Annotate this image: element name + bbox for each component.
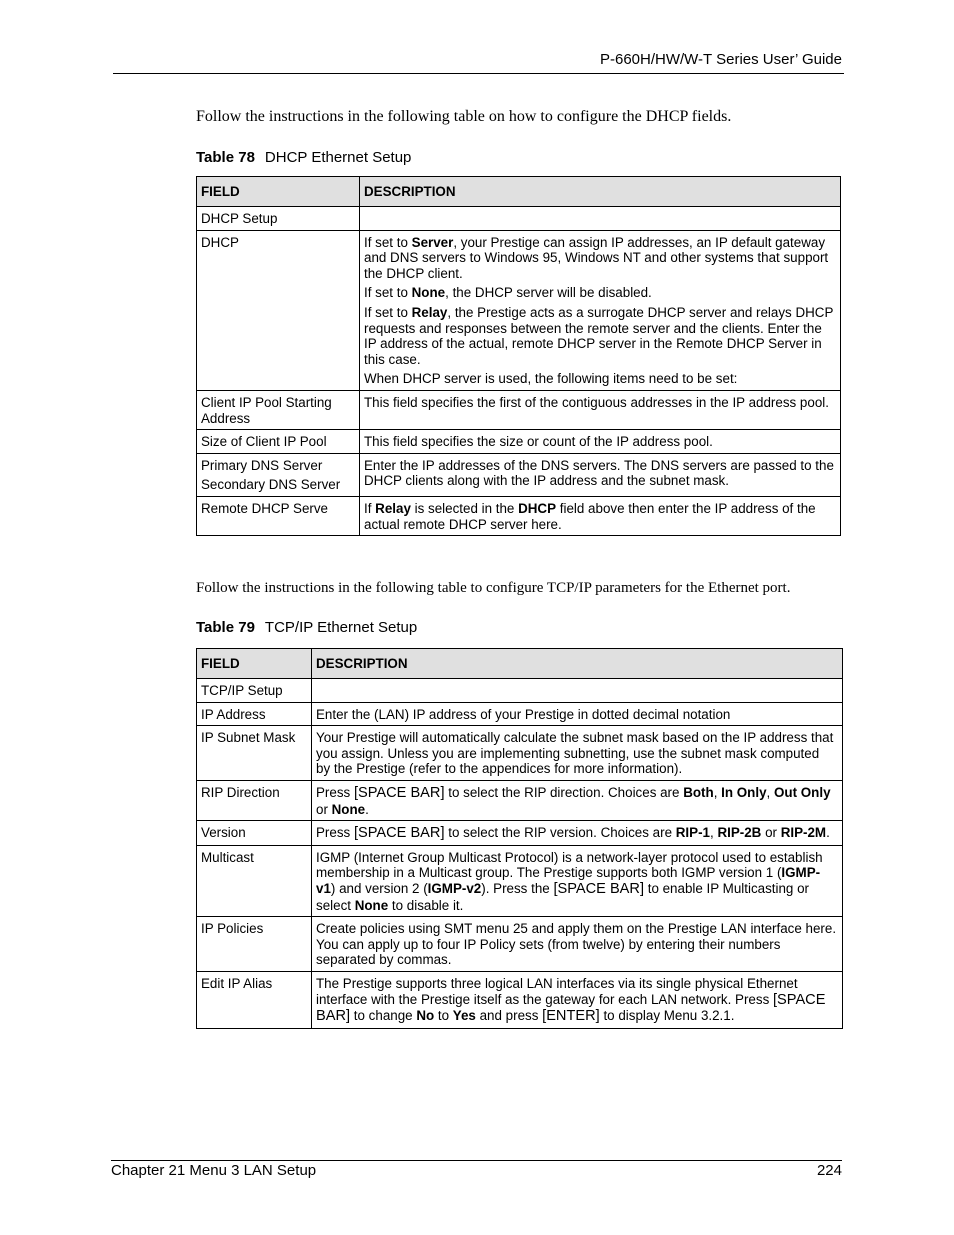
header-rule (113, 73, 844, 74)
table-row (197, 917, 843, 972)
description-cell: IGMP (Internet Group Multicast Protocol) is a network-layer protocol used to establish membership in a Multicast group. The Prestige supports both IGMP version 1 (IGMP-v1) and version 2 (IGMP-v2). Press the [SPACE BAR] to enable IP Multicasting or select None to disable it. (312, 845, 843, 916)
field-line: Secondary DNS Server (201, 477, 341, 493)
field-cell: RIP Direction (197, 780, 312, 820)
description-cell: This field specifies the first of the contiguous addresses in the IP address pool. (360, 390, 841, 429)
table-row (197, 726, 843, 781)
table-row (197, 702, 843, 726)
table-row (197, 390, 841, 429)
field-cell: Edit IP Alias (197, 971, 312, 1028)
field-cell: Size of Client IP Pool (197, 430, 360, 454)
table-caption-dhcp (196, 149, 411, 166)
field-cell: Client IP Pool Starting Address (197, 390, 360, 429)
table-title: DHCP Ethernet Setup (264, 149, 412, 166)
table-header-row (197, 649, 843, 679)
field-cell: Version (197, 821, 312, 846)
table-number: Table 79 (196, 619, 255, 636)
field-cell: DHCP Setup (197, 207, 360, 231)
field-cell: Multicast (197, 845, 312, 916)
description-paragraph: If set to None, the DHCP server will be disabled. (364, 285, 652, 301)
column-header-field: FIELD (197, 649, 312, 679)
table-row (197, 496, 841, 535)
footer-rule (111, 1160, 842, 1161)
table-row (197, 230, 841, 390)
field-cell: DHCP (197, 230, 360, 390)
description-cell: Enter the IP addresses of the DNS servers. The DNS servers are passed to the DHCP clients along with the IP address and the subnet mask. (360, 453, 841, 496)
description-cell: Press [SPACE BAR] to select the RIP version. Choices are RIP-1, RIP-2B or RIP-2M. (312, 821, 843, 846)
table-header-row (197, 177, 841, 207)
column-header-description: DESCRIPTION (360, 177, 841, 207)
tcpip-ethernet-setup-table (196, 648, 843, 1029)
column-header-field: FIELD (197, 177, 360, 207)
description-cell: Enter the (LAN) IP address of your Prestige in dotted decimal notation (312, 702, 843, 726)
description-cell: Create policies using SMT menu 25 and apply them on the Prestige LAN interface here. You can apply up to four IP Policy sets (from twelve) by entering their numbers separated by commas. (312, 917, 843, 972)
description-cell: This field specifies the size or count of the IP address pool. (360, 430, 841, 454)
description-cell: Your Prestige will automatically calculate the subnet mask based on the IP address that you assign. Unless you are implementing subnetting, use the subnet mask computed by the Prestige (refer to the appendices for more information). (312, 726, 843, 781)
table-caption-tcpip (196, 619, 417, 636)
description-paragraph: If set to Relay, the Prestige acts as a surrogate DHCP server and relays DHCP requests and responses between the remote server and the clients. Enter the IP address of the actual, remote DHCP server in the Remote DHCP Server in this case. (364, 304, 834, 367)
intro-paragraph-dhcp: Follow the instructions in the following table on how to configure the DHCP fields. (196, 108, 732, 125)
description-cell (312, 679, 843, 703)
table-row (197, 780, 843, 820)
table-row (197, 453, 841, 496)
field-cell: TCP/IP Setup (197, 679, 312, 703)
dhcp-ethernet-setup-table (196, 176, 841, 536)
intro-paragraph-tcpip: Follow the instructions in the following table to configure TCP/IP parameters for the Ethernet port. (196, 580, 791, 596)
description-cell (360, 230, 841, 390)
table-row (197, 821, 843, 846)
column-header-description: DESCRIPTION (312, 649, 843, 679)
description-cell: If Relay is selected in the DHCP field above then enter the IP address of the actual remote DHCP server here. (360, 496, 841, 535)
page-number: 224 (816, 1162, 842, 1179)
footer-chapter: Chapter 21 Menu 3 LAN Setup (111, 1162, 317, 1179)
field-cell (197, 453, 360, 496)
table-row (197, 430, 841, 454)
field-cell: IP Subnet Mask (197, 726, 312, 781)
description-paragraph: If set to Server, your Prestige can assign IP addresses, an IP default gateway and DNS servers to Windows 95, Windows NT and other systems that support the DHCP client. (364, 234, 829, 281)
field-line: Primary DNS Server (201, 457, 323, 473)
description-paragraph: When DHCP server is used, the following items need to be set: (364, 371, 738, 387)
table-row (197, 207, 841, 231)
field-cell: IP Policies (197, 917, 312, 972)
table-title: TCP/IP Ethernet Setup (264, 619, 418, 636)
table-row (197, 679, 843, 703)
table-row (197, 845, 843, 916)
description-cell: The Prestige supports three logical LAN interfaces via its single physical Ethernet interface with the Prestige itself as the gateway for each LAN network. Press [SPACE BAR] to change No to Yes and press [ENTER] to display Menu 3.2.1. (312, 971, 843, 1028)
table-row (197, 971, 843, 1028)
running-header-title: P-660H/HW/W-T Series User’ Guide (599, 51, 842, 68)
table-number: Table 78 (196, 149, 255, 166)
description-cell (360, 207, 841, 231)
field-cell: IP Address (197, 702, 312, 726)
field-cell: Remote DHCP Serve (197, 496, 360, 535)
description-cell: Press [SPACE BAR] to select the RIP direction. Choices are Both, In Only, Out Only or None. (312, 780, 843, 820)
